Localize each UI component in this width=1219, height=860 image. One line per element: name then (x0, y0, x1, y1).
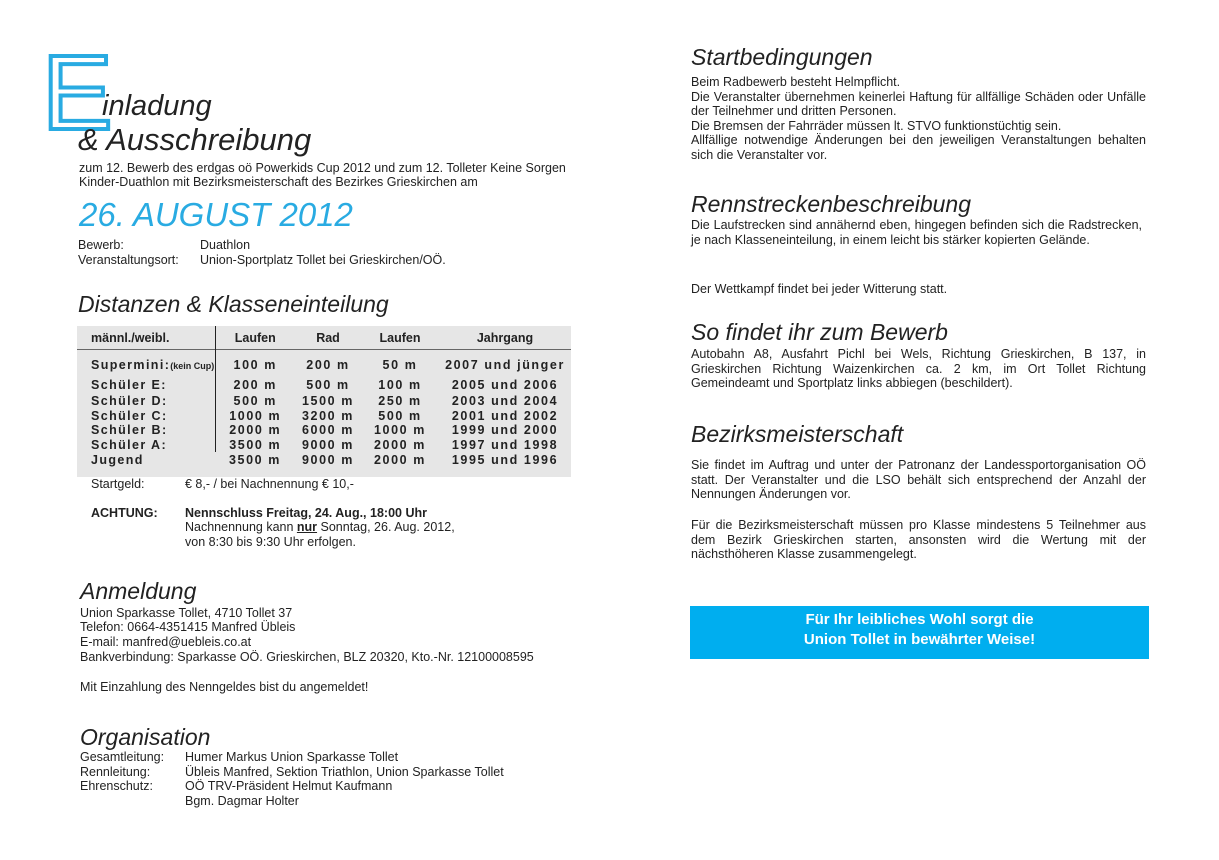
catering-banner (690, 606, 1149, 659)
row-laufen-2: 2000 m (374, 438, 426, 453)
row-laufen-1: 3500 m (229, 438, 282, 453)
nachnennung-text: Nachnennung kann nur Sonntag, 26. Aug. 2012, (185, 520, 455, 534)
row-laufen-2: 100 m (378, 378, 422, 392)
row-laufen-1: 3500 m (229, 452, 281, 467)
bewerb-value: Duathlon (200, 238, 251, 252)
row-laufen-1: 1000 m (229, 408, 282, 423)
anmeldung-heading: Anmeldung (80, 578, 197, 604)
table-row (77, 376, 571, 394)
nennschluss-text: Nennschluss Freitag, 24. Aug., 18:00 Uhr (185, 506, 427, 520)
org-label: Rennleitung: (80, 764, 151, 779)
row-class-note: (kein Cup) (170, 361, 215, 371)
rennstrecke-text: Die Laufstrecken sind annähernd eben, hingegen befinden sich die Radstrecken, je nach Klasseneinteilung, in einem leicht bis stärker kopierten Gelände. (691, 218, 1142, 247)
ort-label: Veranstaltungsort: (78, 252, 179, 267)
distanzen-heading: Distanzen & Klasseneinteilung (78, 291, 389, 317)
row-rad: 200 m (295, 350, 361, 377)
row-laufen-2: 1000 m (374, 423, 426, 438)
banner-line-1: Für Ihr leibliches Wohl sorgt die (805, 611, 1034, 628)
title-initial-letter: E (42, 34, 113, 152)
row-class: Schüler A: (77, 438, 215, 453)
row-class: Schüler D: (77, 394, 215, 409)
row-jahrgang: 1997 und 1998 (451, 438, 559, 453)
row-rad: 6000 m (302, 423, 354, 438)
org-value: Humer Markus Union Sparkasse Tollet (185, 750, 399, 764)
row-jahrgang: 2007 und jünger (439, 350, 571, 377)
bremsen-text: Die Bremsen der Fahrräder müssen lt. STVO funktionstüchtig sein. (691, 118, 1062, 133)
header-class: männl./weibl. (77, 326, 215, 350)
organisation-list (80, 750, 504, 808)
witterung-text: Der Wettkampf findet bei jeder Witterung statt. (691, 282, 948, 296)
row-rad: 1500 m (302, 394, 354, 409)
row-laufen-1: 100 m (215, 350, 295, 377)
aenderungen-text: Allfällige notwendige Änderungen bei den jeweiligen Veranstaltungen behalten sich die Veranstalter vor. (691, 133, 1146, 162)
org-value: Übleis Manfred, Sektion Triathlon, Union Sparkasse Tollet (185, 764, 504, 779)
header-rad: Rad (316, 330, 340, 345)
row-class: Supermini:(kein Cup) (77, 350, 215, 377)
bezirk-heading: Bezirksmeisterschaft (691, 421, 904, 447)
row-jahrgang: 2001 und 2002 (451, 408, 559, 423)
row-laufen-2: 2000 m (374, 452, 426, 467)
ort-value: Union-Sportplatz Tollet bei Grieskirchen/OÖ. (200, 252, 446, 267)
row-jahrgang: 2005 und 2006 (451, 378, 559, 392)
header-jahrgang: Jahrgang (476, 330, 534, 345)
row-jahrgang: 2003 und 2004 (451, 394, 559, 409)
org-value: Bgm. Dagmar Holter (185, 793, 299, 808)
row-laufen-2: 50 m (361, 350, 439, 377)
banner-line-2: Union Tollet in bewährter Weise! (803, 631, 1036, 648)
row-class: Schüler B: (77, 423, 215, 438)
event-info (78, 238, 446, 267)
event-date: 26. AUGUST 2012 (79, 196, 353, 233)
anmeldung-note: Mit Einzahlung des Nenngeldes bist du angemeldet! (80, 680, 369, 694)
nachnennung-time: von 8:30 bis 9:30 Uhr erfolgen. (185, 535, 356, 549)
row-class: Schüler C: (77, 409, 215, 424)
table-row (77, 438, 571, 453)
table-row (77, 452, 571, 467)
table-row (77, 350, 571, 377)
startbedingungen-text (691, 75, 1146, 162)
helmpflicht-text: Beim Radbewerb besteht Helmpflicht. (691, 75, 901, 89)
row-rad: 9000 m (302, 452, 354, 467)
intro-line-2: Kinder-Duathlon mit Bezirksmeisterschaft des Bezirkes Grieskirchen am (79, 175, 478, 189)
org-label: Gesamtleitung: (80, 750, 165, 764)
org-label: Ehrenschutz: (80, 779, 153, 793)
anmeldung-phone: Telefon: 0664-4351415 Manfred Übleis (80, 620, 296, 634)
haftung-text: Die Veranstalter übernehmen keinerlei Haftung für allfällige Schäden oder Unfälle der Teilnehmer und dritten Personen. (691, 89, 1146, 118)
title-line-2: & Ausschreibung (78, 122, 312, 157)
row-laufen-2: 250 m (378, 394, 422, 409)
table-row (77, 423, 571, 438)
startbedingungen-heading: Startbedingungen (691, 44, 873, 70)
table-row (77, 394, 571, 409)
startgeld-value: € 8,- / bei Nachnennung € 10,- (185, 477, 354, 491)
row-class: Jugend (91, 452, 144, 467)
anmeldung-address: Union Sparkasse Tollet, 4710 Tollet 37 (80, 606, 293, 620)
row-rad: 500 m (306, 378, 350, 392)
header-laufen-2: Laufen (379, 330, 421, 345)
nachnennung-emphasis: nur (296, 520, 318, 534)
header-laufen-1: Laufen (234, 330, 276, 345)
title-line-1: inladung (102, 90, 212, 122)
anfahrt-heading: So findet ihr zum Bewerb (691, 319, 948, 345)
row-laufen-1: 500 m (233, 394, 277, 409)
rennstrecke-heading: Rennstreckenbeschreibung (691, 191, 972, 217)
row-rad: 9000 m (302, 438, 354, 453)
row-jahrgang: 1995 und 1996 (451, 452, 559, 467)
row-class: Schüler E: (77, 376, 215, 394)
organisation-heading: Organisation (80, 724, 211, 750)
org-value: OÖ TRV-Präsident Helmut Kaufmann (185, 779, 393, 793)
row-rad: 3200 m (302, 408, 354, 423)
startgeld-label: Startgeld: (91, 477, 145, 491)
anfahrt-text: Autobahn A8, Ausfahrt Pichl bei Wels, Richtung Grieskirchen, B 137, in Grieskirchen Richtung Waizenkirchen ca. 2 km, im Ort Tollet Richtung Gemeindeamt und Sportplatz links abbiegen (beschildert). (691, 347, 1146, 390)
bezirk-text-2: Für die Bezirksmeisterschaft müssen pro Klasse mindestens 5 Teilnehmer aus dem Bezirk Grieskirchen starten, ansonsten wird die Wertung mit der nächsthöheren Klasse zusammengelegt. (691, 518, 1146, 561)
achtung-label: ACHTUNG: (91, 506, 158, 520)
org-label (80, 794, 185, 809)
table-header-row (77, 326, 571, 350)
table-row (77, 409, 571, 424)
distance-table (77, 326, 571, 477)
row-laufen-1: 200 m (233, 378, 277, 392)
row-laufen-2: 500 m (378, 408, 422, 423)
anmeldung-email: E-mail: manfred@uebleis.co.at (80, 635, 252, 649)
intro-line-1: zum 12. Bewerb des erdgas oö Powerkids Cup 2012 und zum 12. Tolleter Keine Sorgen (79, 161, 566, 175)
row-laufen-1: 2000 m (229, 423, 282, 438)
anmeldung-bank: Bankverbindung: Sparkasse OÖ. Grieskirchen, BLZ 20320, Kto.-Nr. 12100008595 (80, 650, 534, 664)
bewerb-label: Bewerb: (78, 238, 124, 252)
bezirk-text-1: Sie findet im Auftrag und unter der Patronanz der Landessportorganisation OÖ statt. Der Veranstalter und die LSO behält sich entsprechend der Anzahl der Nennungen Änderungen vor. (691, 458, 1146, 501)
row-jahrgang: 1999 und 2000 (451, 423, 559, 438)
